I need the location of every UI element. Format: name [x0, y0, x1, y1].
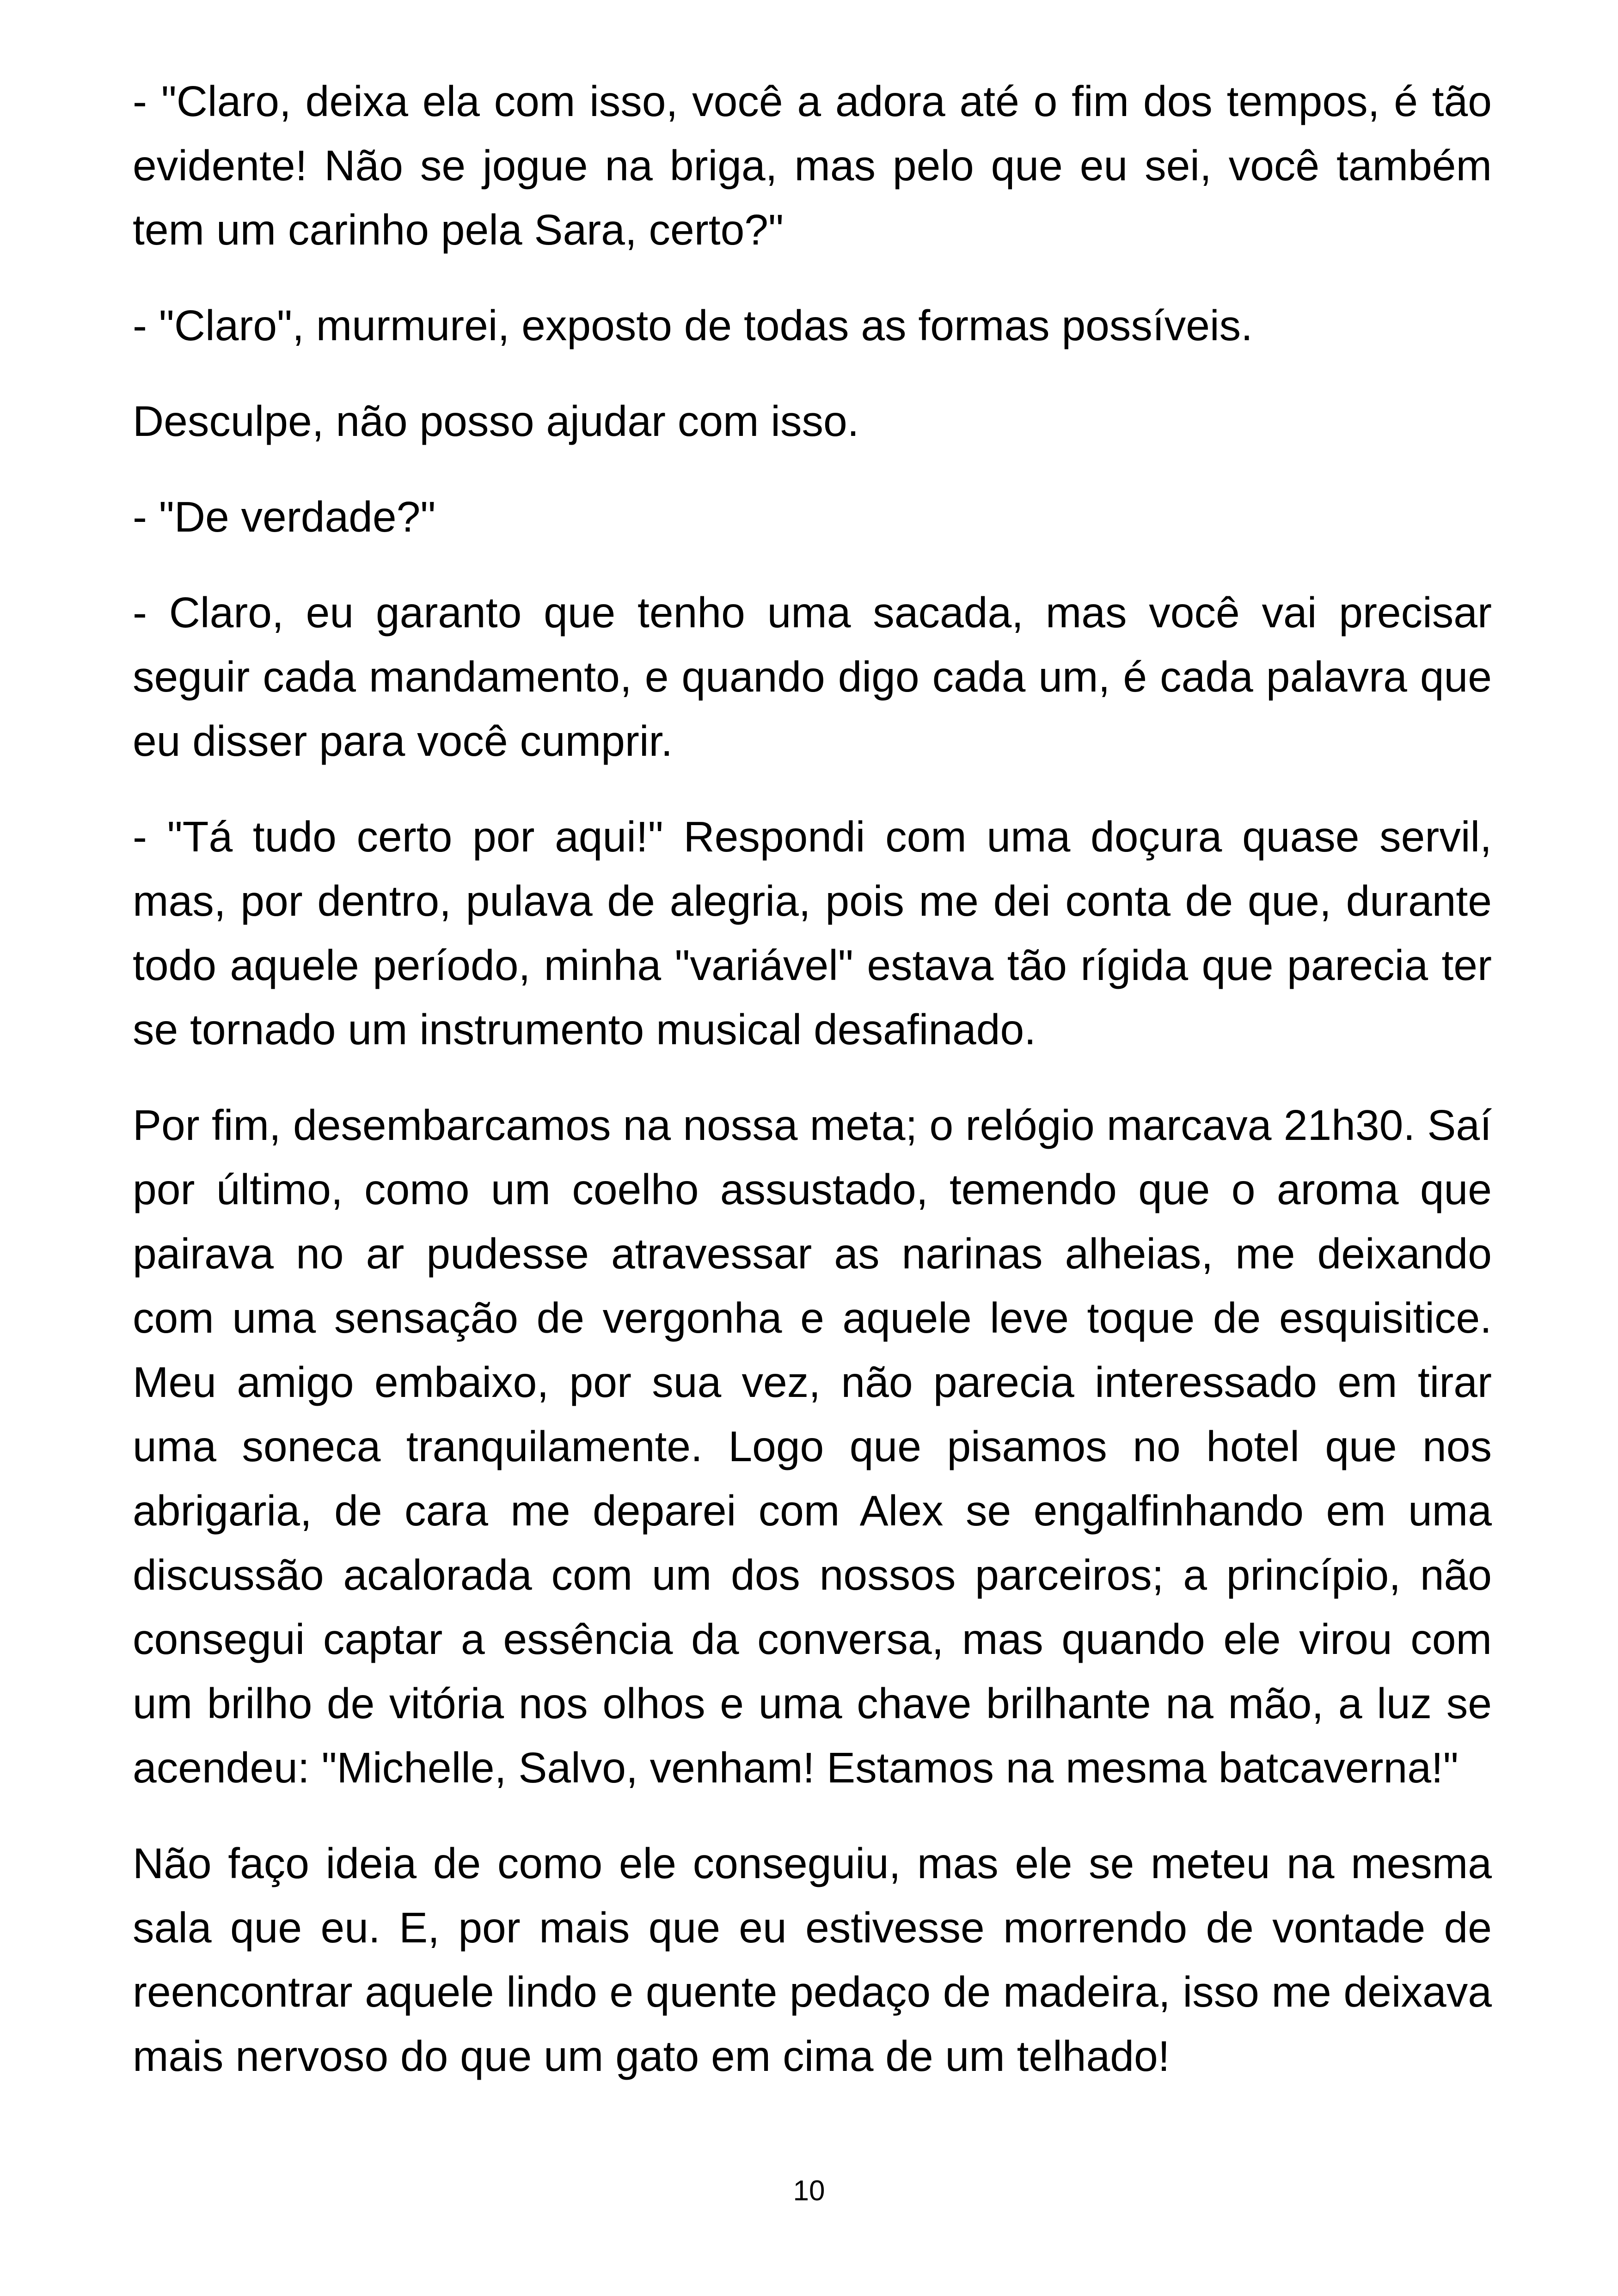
paragraph-8: Não faço ideia de como ele conseguiu, mas ele se meteu na mesma sala que eu. E, por mais que eu estivesse morrendo de vontade de reencontrar aquele lindo e quente pedaço de madeira, isso me deixava mais nervoso do que um gato em cima de um telhado! — [133, 1839, 1492, 2080]
paragraph-4: - "De verdade?" — [133, 493, 436, 541]
page-number: 10 — [793, 2175, 825, 2207]
paragraph-2: - "Claro", murmurei, exposto de todas as formas possíveis. — [133, 301, 1253, 349]
paragraph-1: - "Claro, deixa ela com isso, você a adora até o fim dos tempos, é tão evidente! Não se jogue na briga, mas pelo que eu sei, você também tem um carinho pela Sara, certo?" — [133, 77, 1492, 254]
paragraph-5: - Claro, eu garanto que tenho uma sacada, mas você vai precisar seguir cada mandamento, e quando digo cada um, é cada palavra que eu disser para você cumprir. — [133, 588, 1492, 765]
body-text — [133, 69, 1492, 2120]
paragraph-6: - "Tá tudo certo por aqui!" Respondi com uma doçura quase servil, mas, por dentro, pulava de alegria, pois me dei conta de que, durante todo aquele período, minha "variável" estava tão rígida que parecia ter se tornado um instrumento musical desafinado. — [133, 813, 1492, 1053]
paragraph-3: Desculpe, não posso ajudar com isso. — [133, 397, 859, 445]
paragraph-7: Por fim, desembarcamos na nossa meta; o relógio marcava 21h30. Saí por último, como um coelho assustado, temendo que o aroma que pairava no ar pudesse atravessar as narinas alheias, me deixando com uma sensação de vergonha e aquele leve toque de esquisitice. Meu amigo embaixo, por sua vez, não parecia interessado em tirar uma soneca tranquilamente. Logo que pisamos no hotel que nos abrigaria, de cara me deparei com Alex se engalfinhando em uma discussão acalorada com um dos nossos parceiros; a princípio, não consegui captar a essência da conversa, mas quando ele virou com um brilho de vitória nos olhos e uma chave brilhante na mão, a luz se acendeu: "Michelle, Salvo, venham! Estamos na mesma batcaverna!" — [133, 1101, 1492, 1792]
